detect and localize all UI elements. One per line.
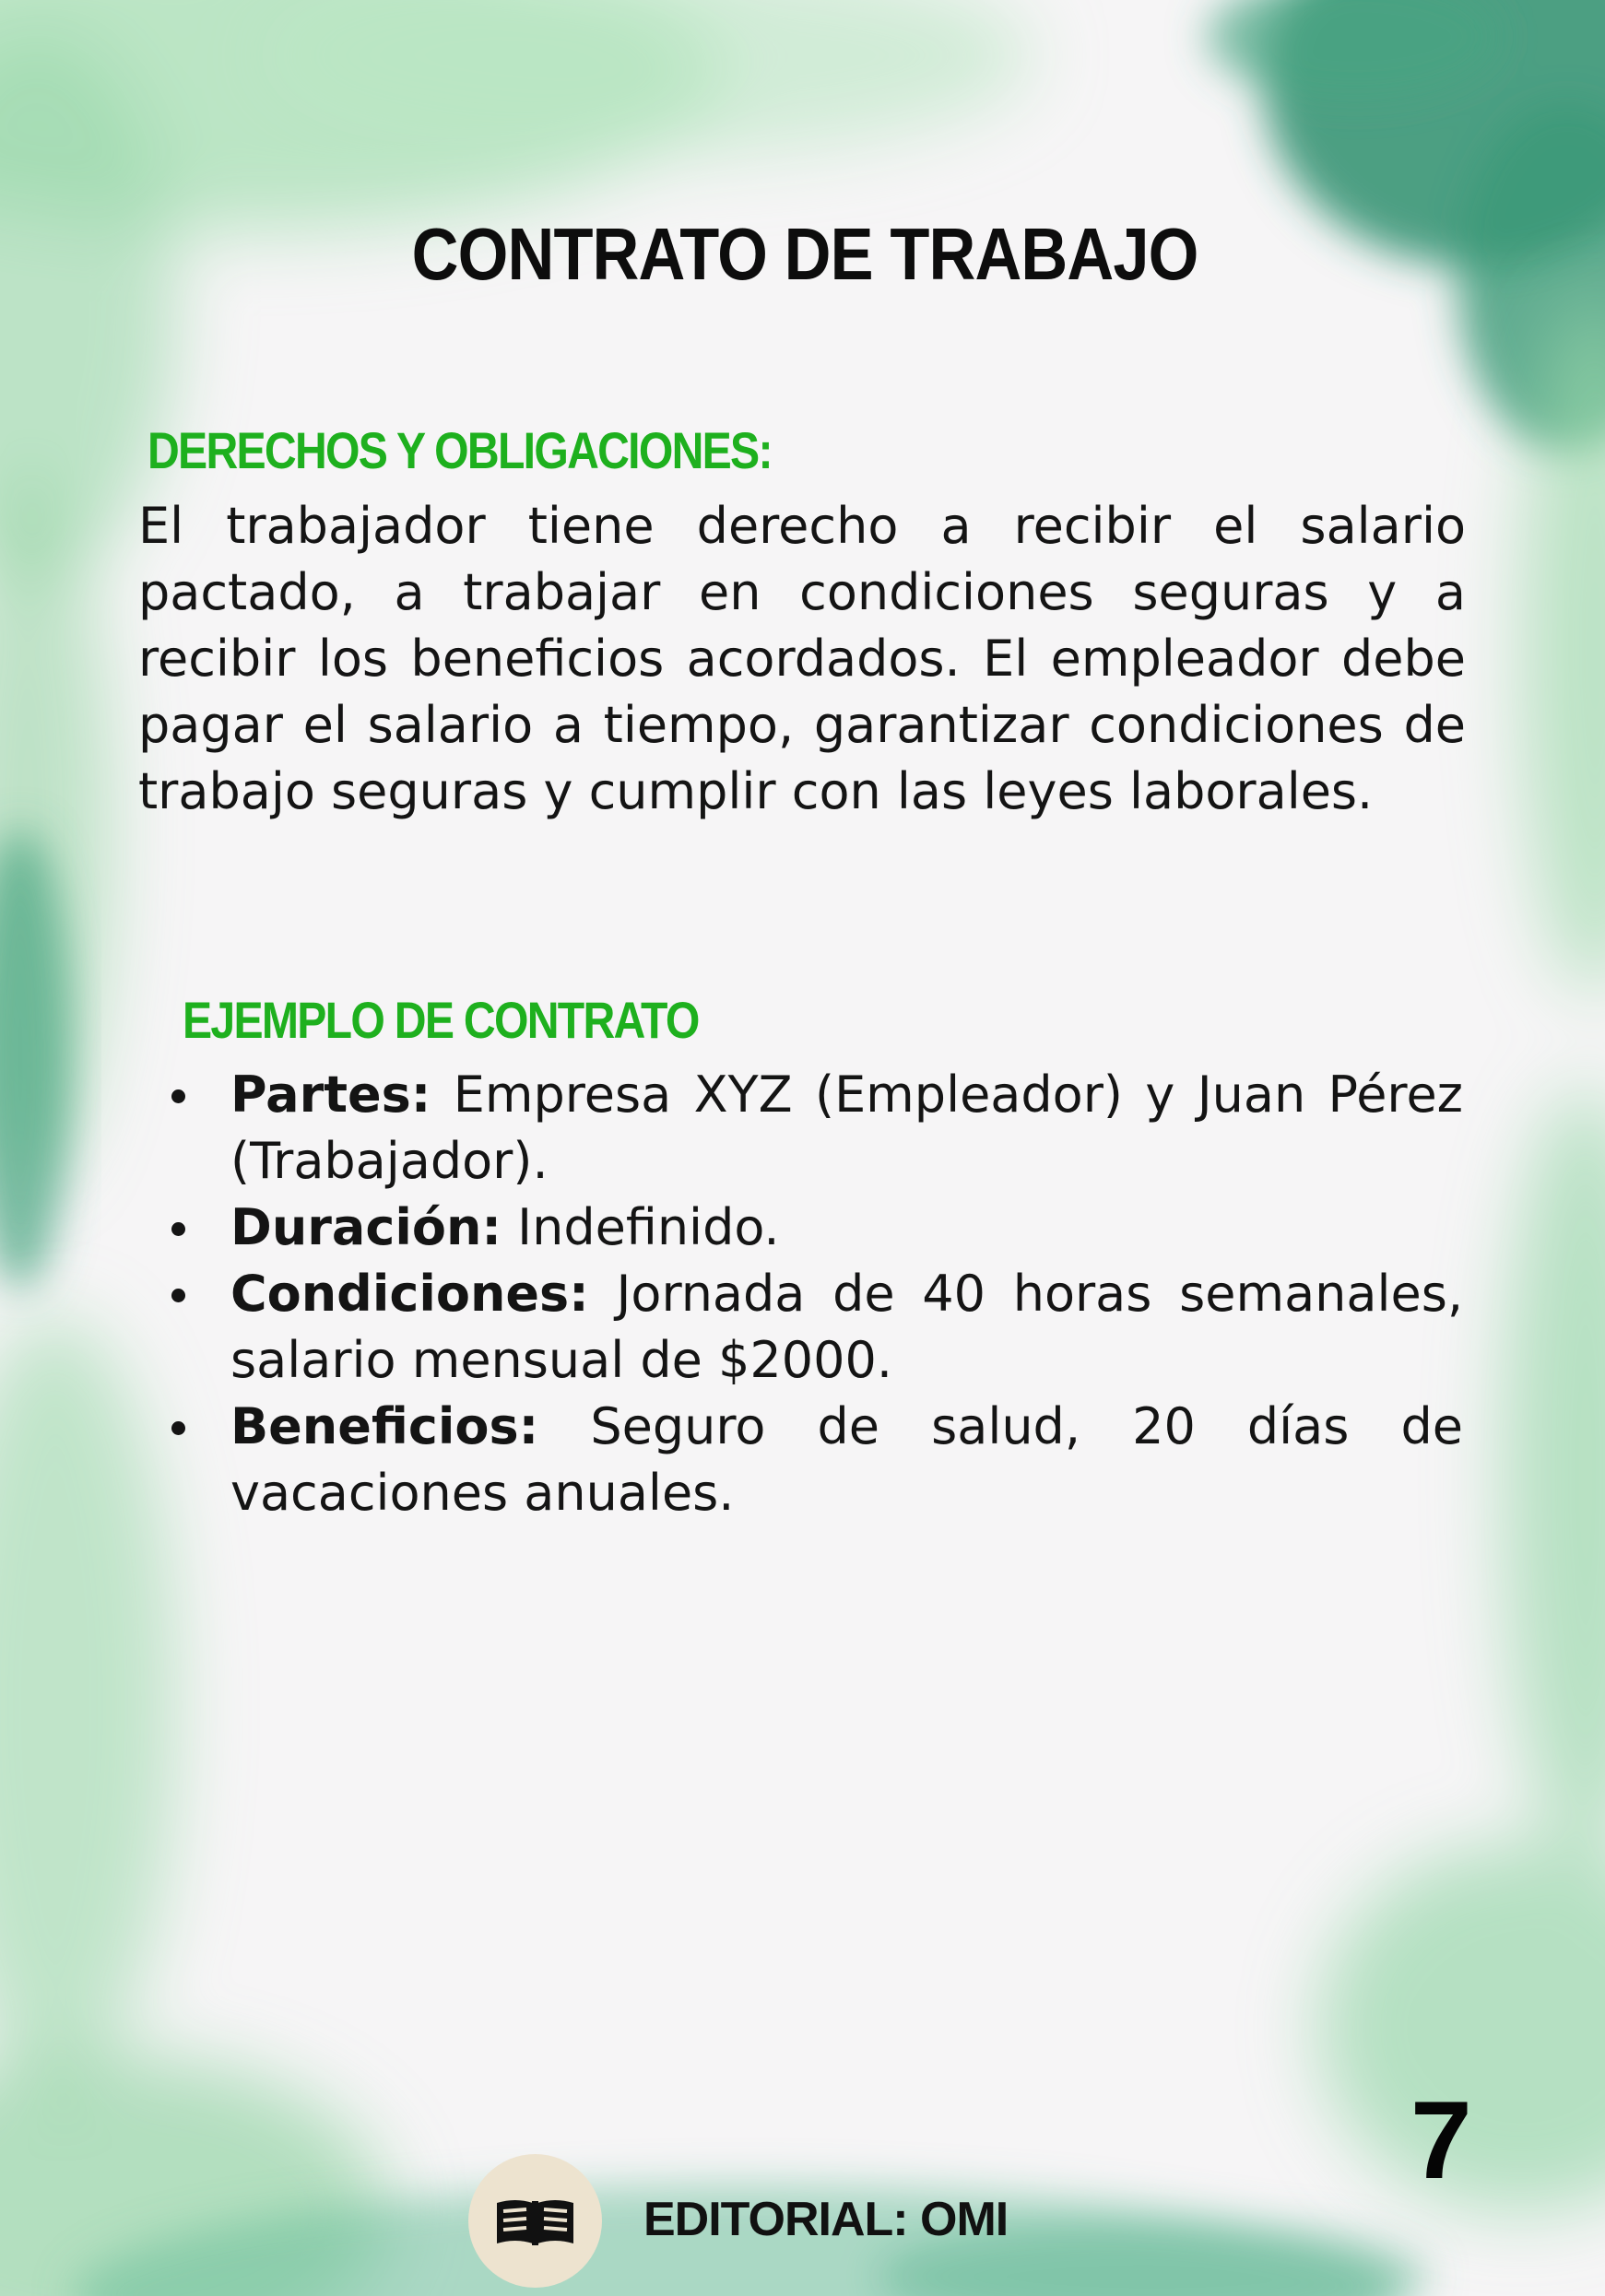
bullet-icon	[171, 1222, 185, 1236]
item-text: Jornada de 40 horas semanales, salario mensual de $2000.	[230, 1265, 1463, 1389]
list-item-benefits	[230, 1394, 1463, 1526]
list-item-conditions	[230, 1261, 1463, 1394]
item-label: Duración:	[230, 1198, 502, 1256]
item-label: Partes:	[230, 1066, 431, 1124]
list-item-parties	[230, 1062, 1463, 1195]
contract-example-heading: EJEMPLO DE CONTRATO	[183, 991, 699, 1049]
page-title: CONTRATO DE TRABAJO	[411, 213, 1198, 295]
contract-example-list	[230, 1062, 1463, 1526]
bullet-icon	[171, 1289, 185, 1302]
bullet-icon	[171, 1089, 185, 1103]
footer-badge	[468, 2154, 602, 2288]
item-label: Condiciones:	[230, 1265, 589, 1323]
item-text: Indefinido.	[517, 1198, 780, 1256]
item-label: Beneficios:	[230, 1397, 539, 1455]
publisher-name: EDITORIAL: OMI	[643, 2193, 1009, 2246]
bullet-icon	[171, 1421, 185, 1435]
item-text: Empresa XYZ (Empleador) y Juan Pérez (Trabajador).	[230, 1066, 1464, 1190]
list-item-duration	[230, 1195, 1463, 1261]
page-number: 7	[1410, 2078, 1472, 2202]
rights-obligations-heading: DERECHOS Y OBLIGACIONES:	[148, 421, 772, 479]
item-text: Seguro de salud, 20 días de vacaciones anuales.	[230, 1397, 1463, 1522]
open-book-icon	[493, 2196, 577, 2247]
rights-obligations-paragraph: El trabajador tiene derecho a recibir el salario pactado, a trabajar en condiciones seguras y a recibir los beneficios acordados. El empleador debe pagar el salario a tiempo, garantizar condiciones de trabajo seguras y cumplir con las leyes laborales.	[138, 497, 1466, 820]
